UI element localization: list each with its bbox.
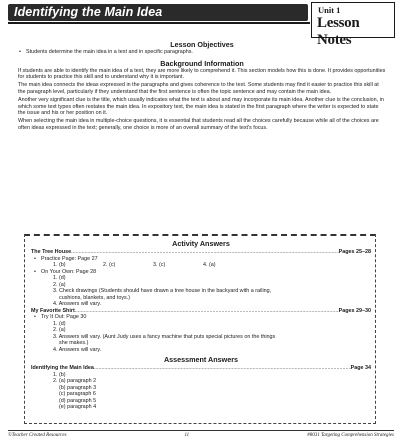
lesson-name: My Favorite Shirt xyxy=(31,307,75,314)
lesson-pages: Pages 29–30 xyxy=(338,307,371,314)
answer-subitem: (e) paragraph 4 xyxy=(59,404,97,410)
lesson-line xyxy=(31,365,371,372)
footer-copyright: ©Teacher Created Resources xyxy=(8,433,67,438)
background-heading: Background Information xyxy=(160,58,244,68)
answer-item: 4. (a) xyxy=(203,262,216,268)
page-number: 11 xyxy=(184,433,190,438)
lesson-pages: Pages 25–28 xyxy=(338,249,371,255)
leader-dots xyxy=(94,365,351,372)
answer-item: 1. (d) xyxy=(53,320,66,327)
unit-box xyxy=(311,2,395,48)
background-paragraph: The main idea connects the ideas expressed in the paragraphs and gives coherence to the text. Some students may find it easier to practice this skill at the paragraph level, particularly if they understand that the first sentence is often the topic sentence and may contain the main idea. xyxy=(18,82,379,95)
page-footer xyxy=(8,433,394,438)
answer-subitem: (c) paragraph 6 xyxy=(59,391,96,397)
background-paragraph: If students are able to identify the main idea of a text, they are more likely to comprehend it. This section models how this is done. It provides opportunities for students to practice this skill and to understand why it is important. xyxy=(18,67,386,81)
answer-item: 4. Answers will vary. xyxy=(53,346,102,353)
answer-item: 4. Answers will vary. xyxy=(53,301,102,307)
group-label: • On Your Own: Page 28 xyxy=(31,269,371,276)
background-paragraph: When selecting the main idea in multiple-choice questions, it is essential that students read all the choices carefully because while all of the choices are often ideas expressed in the text; generally, one choice is more of an overall summary of the text's focus. xyxy=(18,118,379,131)
footer-rule xyxy=(8,430,394,431)
activity-answers-heading: Activity Answers xyxy=(172,239,230,248)
lesson-name: Identifying the Main Idea xyxy=(31,365,94,371)
answer-item: 2. (a) xyxy=(53,281,66,288)
objectives-heading: Lesson Objectives xyxy=(170,40,234,49)
answer-continuation: she makes.) xyxy=(59,340,89,346)
assessment-answers-heading: Assessment Answers xyxy=(163,355,239,364)
header-rule xyxy=(8,22,310,24)
answer-subitem: (d) paragraph 5 xyxy=(59,397,97,404)
footer-book-title: #8031 Targeting Comprehension Strategies xyxy=(307,433,394,438)
answer-item: 2. (a) paragraph 2 xyxy=(53,378,97,384)
lesson-notes-label: Lesson Notes xyxy=(317,15,360,48)
group-label: • Try It Out: Page 30 xyxy=(31,314,371,321)
answer-subitem: (b) paragraph 3 xyxy=(59,384,97,391)
answer-item: 3. (c) xyxy=(153,262,166,268)
answer-item: 2. (c) xyxy=(103,262,116,268)
answer-item: 1. (b) xyxy=(53,371,66,378)
lesson-pages: Page 34 xyxy=(350,365,371,371)
answers-box xyxy=(24,234,376,424)
answer-item: 3. Answers will vary. (Aunt Judy uses a fancy machine that puts special pictures on the things xyxy=(53,333,276,340)
background-paragraph: Another very significant clue is the title, which usually indicates what the text is about and may incorporate its main idea. Another clue is the conclusion, in which some text types often restates the main idea. In expository text, the main idea is stated in the first paragraph where the writer is expected to state the issue and his or her position on it. xyxy=(18,96,384,117)
answer-item: 2. (a) xyxy=(53,327,66,333)
unit-label: Unit 1 xyxy=(318,5,341,15)
answer-item: 1. (b) xyxy=(53,262,66,268)
page-title: Identifying the Main Idea xyxy=(14,5,163,19)
answer-item: 1. (d) xyxy=(53,275,66,281)
group-label: • Practice Page: Page 27 xyxy=(31,256,371,263)
answer-continuation: cushions, blankets, and toys.) xyxy=(59,294,131,301)
lesson-name: The Tree House xyxy=(31,249,72,255)
main-content xyxy=(18,38,386,133)
objective-item: • Students determine the main idea in a text and in specific paragraphs. xyxy=(18,49,386,56)
answer-item: 3. Check drawings (Students should have drawn a tree house in the backyard with a railing, xyxy=(53,288,272,294)
